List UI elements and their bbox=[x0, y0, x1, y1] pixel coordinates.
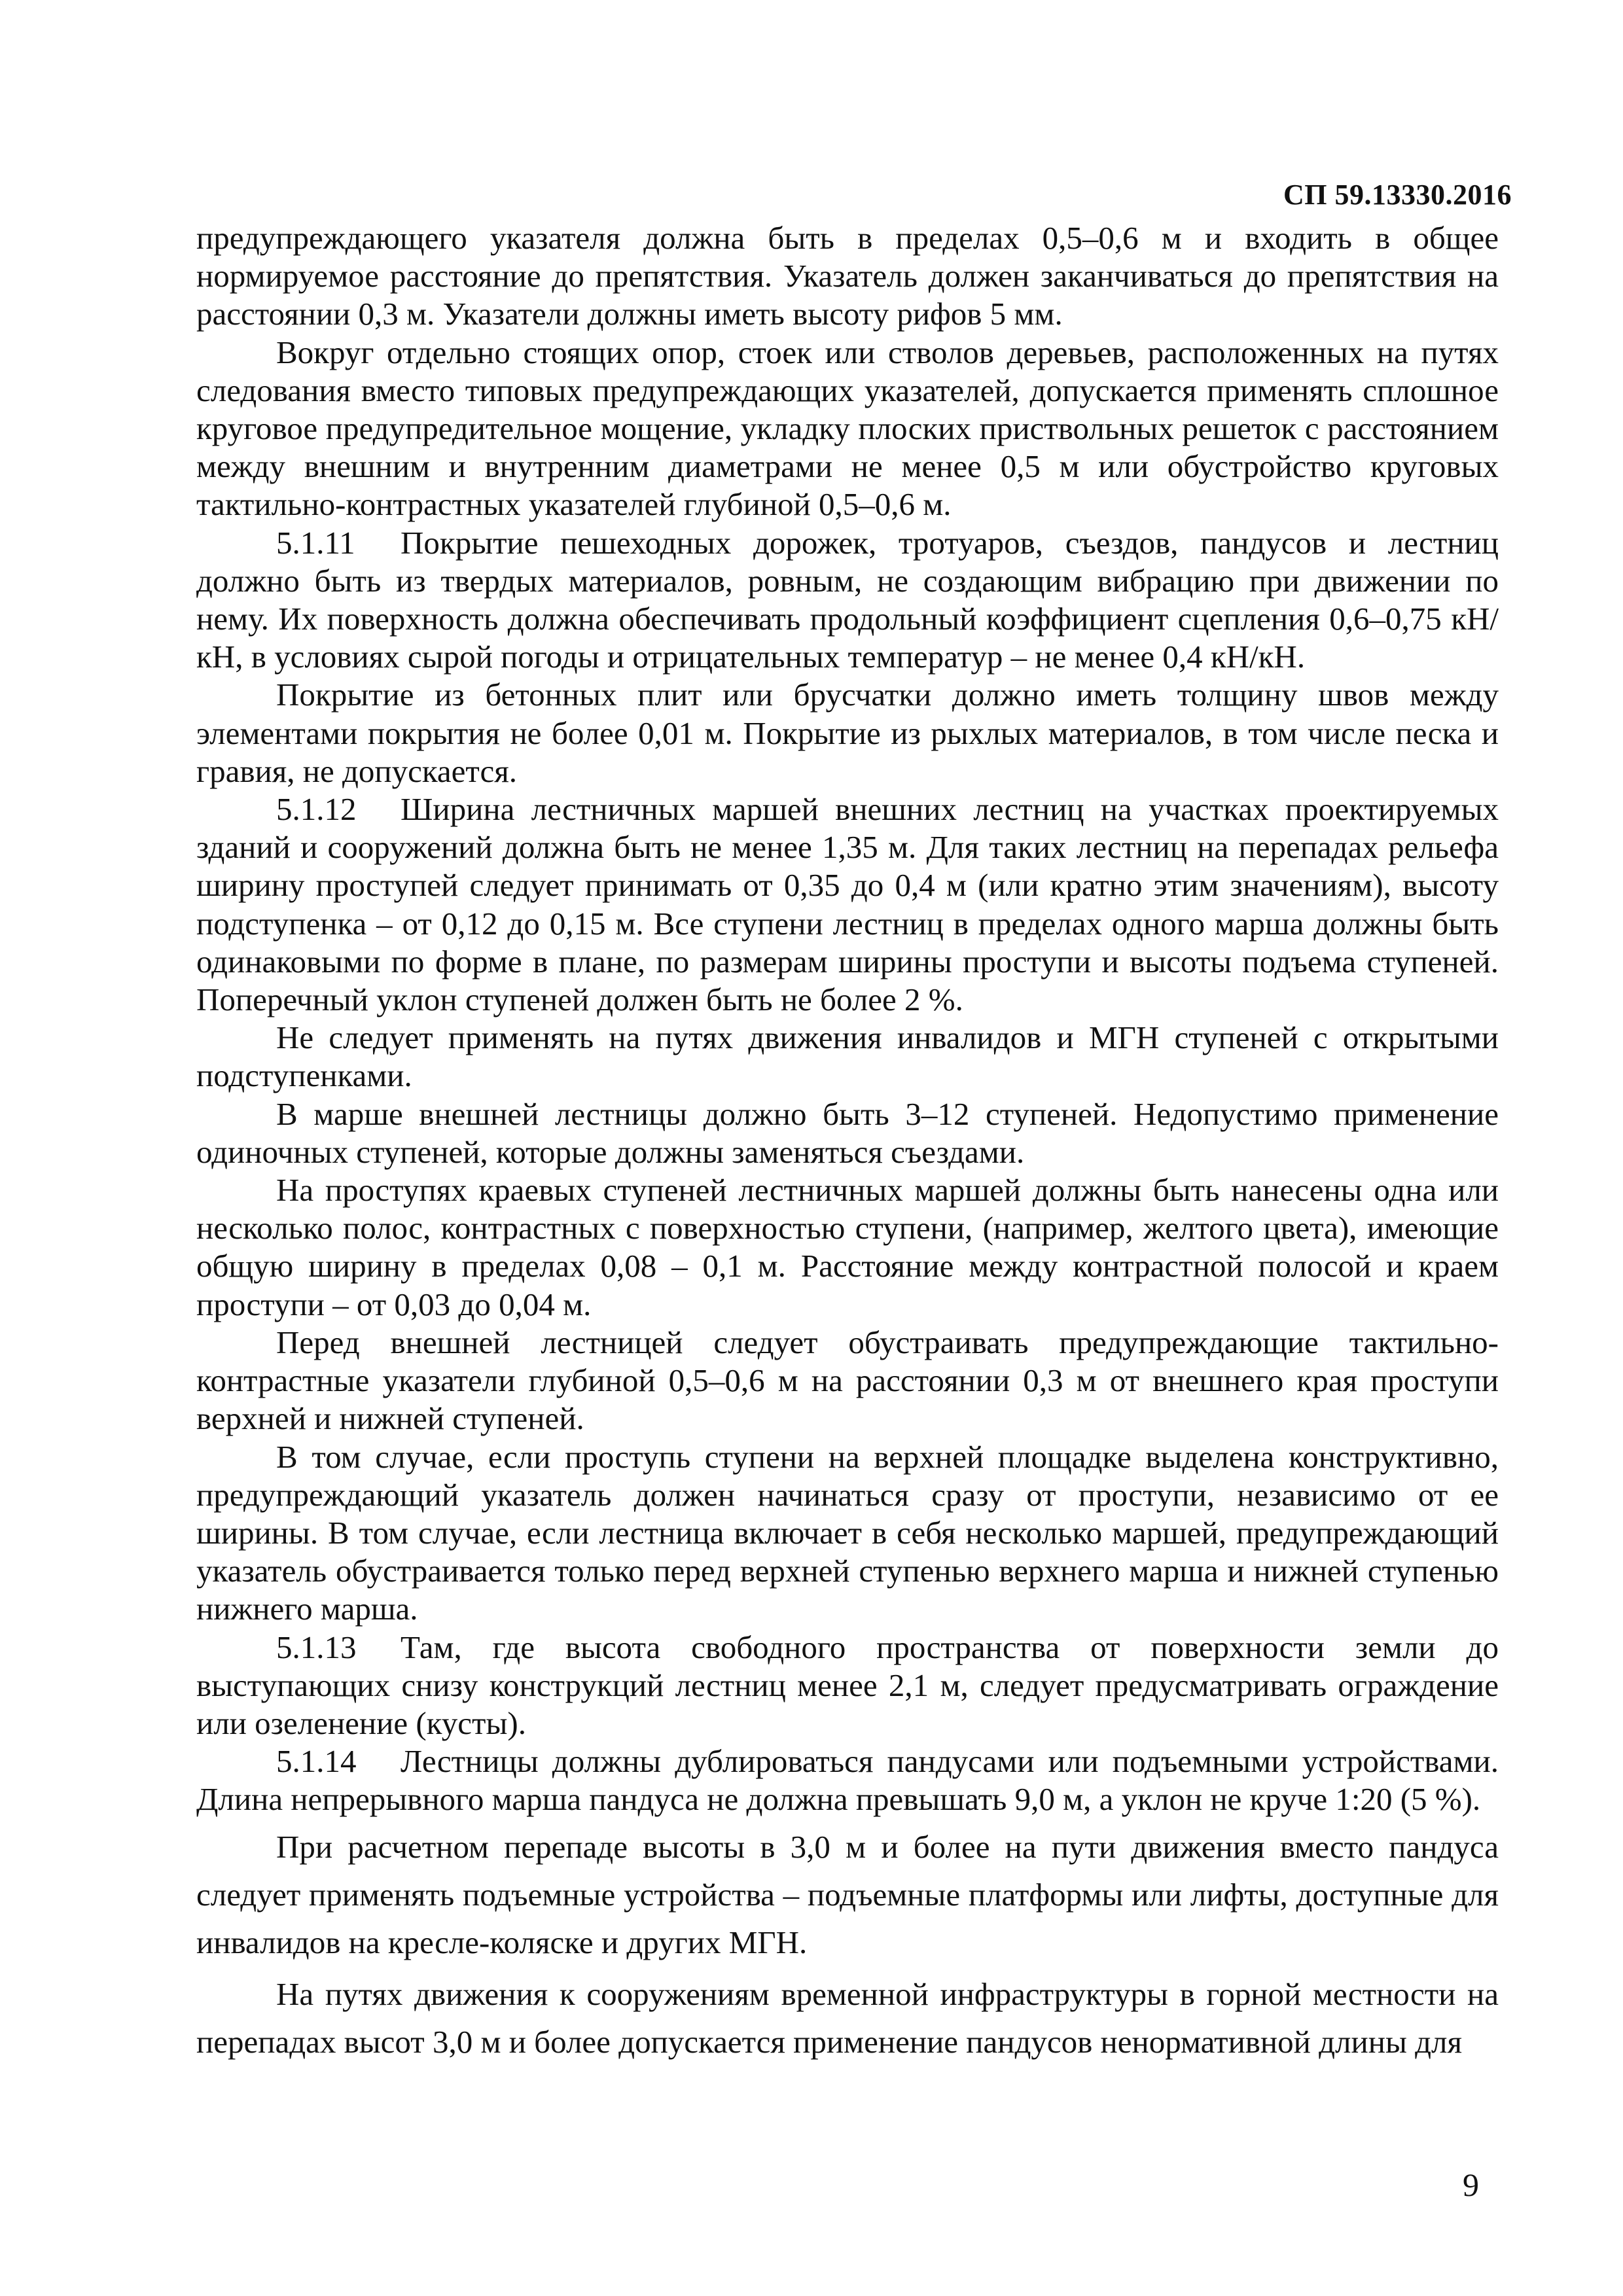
paragraph: В марше внешней лестницы должно быть 3–12 ступеней. Недопустимо применение одиночных ступеней, которые должны заменяться съездами. bbox=[196, 1095, 1499, 1170]
clause-text: Покрытие пешеходных дорожек, тротуаров, съездов, пандусов и лестниц должно быть из твердых материалов, ровным, не создающим вибрацию при движении по нему. Их поверхность должна обеспечивать продольный коэффициент сцепления 0,6–0,75 кН/кН, в условиях сырой погоды и отрицательных температур – не менее 0,4 кН/кН. bbox=[196, 524, 1499, 675]
clause-number: 5.1.13 bbox=[276, 1629, 357, 1665]
clause-5-1-12 bbox=[196, 790, 1499, 1019]
clause-number: 5.1.12 bbox=[276, 791, 357, 828]
paragraph: Не следует применять на путях движения инвалидов и МГН ступеней с открытыми подступенками. bbox=[196, 1019, 1499, 1094]
paragraph: При расчетном перепаде высоты в 3,0 м и более на пути движения вместо пандуса следует применять подъемные устройства – подъемные платформы или лифты, доступные для инвалидов на кресле-коляске и других МГН. bbox=[196, 1828, 1499, 1960]
clause-5-1-11 bbox=[196, 524, 1499, 677]
clause-text: Там, где высота свободного пространства от поверхности земли до выступающих снизу конструкций лестниц менее 2,1 м, следует предусматривать ограждение или озеленение (кусты). bbox=[196, 1629, 1499, 1741]
document-code-header: СП 59.13330.2016 bbox=[1283, 179, 1512, 211]
paragraph-continuation: предупреждающего указателя должна быть в пределах 0,5–0,6 м и входить в общее нормируемое расстояние до препятствия. Указатель должен заканчиваться до препятствия на расстоянии 0,3 м. Указатели должны иметь высоту рифов 5 мм. bbox=[196, 220, 1499, 332]
clause-number: 5.1.11 bbox=[276, 524, 355, 561]
paragraph: Вокруг отдельно стоящих опор, стоек или стволов деревьев, расположенных на путях следования вместо типовых предупреждающих указателей, допускается применять сплошное круговое предупредительное мощение, укладку плоских приствольных решеток с расстоянием между внешним и внутренним диаметрами не менее 0,5 м или обустройство круговых тактильно-контрастных указателей глубиной 0,5–0,6 м. bbox=[196, 334, 1499, 523]
body-text bbox=[196, 219, 1499, 2066]
clause-5-1-14 bbox=[196, 1742, 1499, 1818]
page-number: 9 bbox=[1463, 2166, 1479, 2203]
clause-text: Лестницы должны дублироваться пандусами или подъемными устройствами. Длина непрерывного марша пандуса не должна превышать 9,0 м, а уклон не круче 1:20 (5 %). bbox=[196, 1743, 1499, 1818]
clause-5-1-13 bbox=[196, 1629, 1499, 1743]
clause-number: 5.1.14 bbox=[276, 1743, 357, 1780]
clause-text: Ширина лестничных маршей внешних лестниц на участках проектируемых зданий и сооружений должна быть не менее 1,35 м. Для таких лестниц на перепадах рельефа ширину проступей следует принимать от 0,35 до 0,4 м (или кратно этим значениям), высоту подступенка – от 0,12 до 0,15 м. Все ступени лестниц в пределах одного марша должны быть одинаковыми по форме в плане, по размерам ширины проступи и высоты подъема ступеней. Поперечный уклон ступеней должен быть не более 2 %. bbox=[196, 791, 1499, 1018]
paragraph: Перед внешней лестницей следует обустраивать предупреждающие тактильно-контрастные указатели глубиной 0,5–0,6 м на расстоянии 0,3 м от внешнего края проступи верхней и нижней ступеней. bbox=[196, 1324, 1499, 1437]
paragraph: На проступях краевых ступеней лестничных маршей должны быть нанесены одна или несколько полос, контрастных с поверхностью ступени, (например, желтого цвета), имеющие общую ширину в пределах 0,08 – 0,1 м. Расстояние между контрастной полосой и краем проступи – от 0,03 до 0,04 м. bbox=[196, 1172, 1499, 1322]
paragraph: В том случае, если проступь ступени на верхней площадке выделена конструктивно, предупреждающий указатель должен начинаться сразу от проступи, независимо от ее ширины. В том случае, если лестница включает в себя несколько маршей, предупреждающий указатель обустраивается только перед верхней ступенью верхнего марша и нижней ступенью нижнего марша. bbox=[196, 1438, 1499, 1627]
paragraph: Покрытие из бетонных плит или брусчатки должно иметь толщину швов между элементами покрытия не более 0,01 м. Покрытие из рыхлых материалов, в том числе песка и гравия, не допускается. bbox=[196, 677, 1499, 789]
paragraph-continued-next-page: На путях движения к сооружениям временной инфраструктуры в горной местности на перепадах высот 3,0 м и более допускается применение пандусов ненормативной длины для bbox=[196, 1975, 1499, 2060]
